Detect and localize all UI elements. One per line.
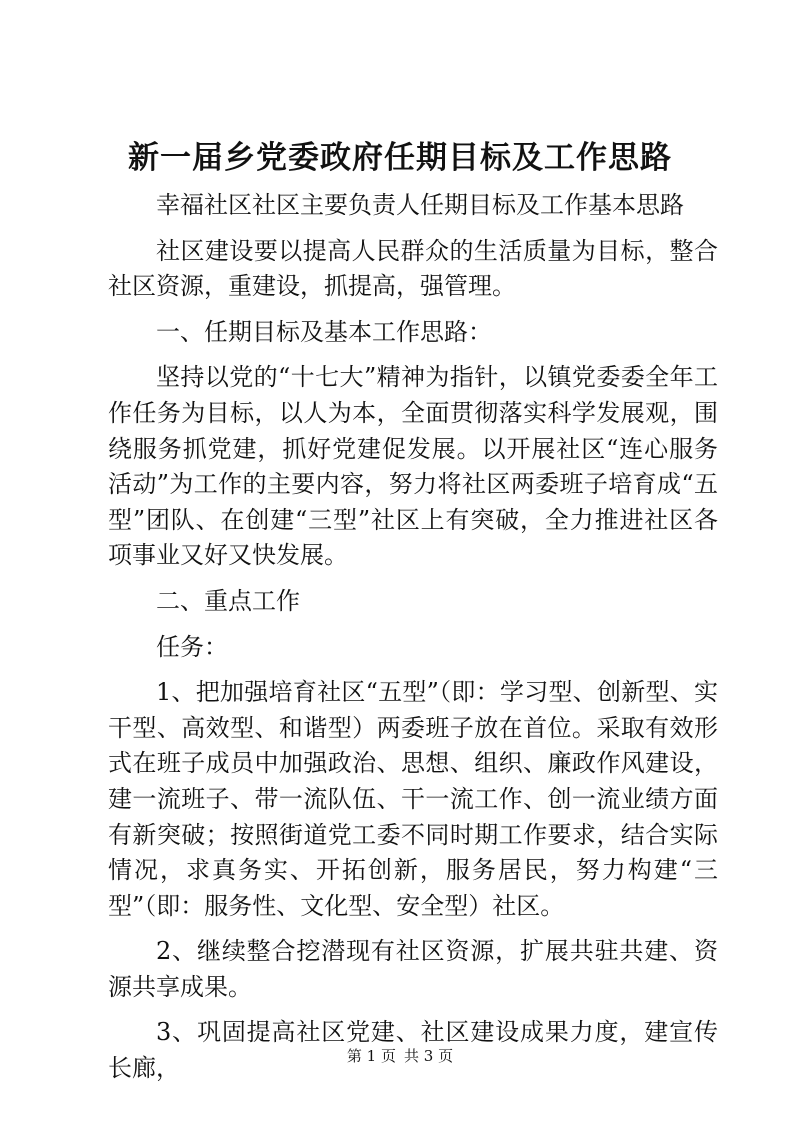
paragraph-task-1: 1、把加强培育社区“五型”（即：学习型、创新型、实干型、高效型、和谐型）两委班子放在首位。采取有效形式在班子成员中加强政治、思想、组织、廉政作风建设，建一流班子、带一流队伍、干一流工作、创一流业绩方面有新突破；按照街道党工委不同时期工作要求，结合实际情况，求真务实、开拓创新，服务居民，努力构建“三型”（即：服务性、文化型、安全型）社区。: [108, 678, 718, 920]
page-footer: [0, 1046, 800, 1066]
heading-section-2: 二、重点工作: [156, 586, 300, 615]
paragraph-intro: 社区建设要以提高人民群众的生活质量为目标，整合社区资源，重建设，抓提高，强管理。: [108, 236, 718, 301]
page-total: 共 3 页: [404, 1047, 454, 1065]
document-body: [108, 188, 718, 1097]
heading-tasks: 任务：: [156, 632, 228, 661]
paragraph-subtitle: 幸福社区社区主要负责人任期目标及工作基本思路: [156, 191, 684, 219]
heading-section-1: 一、任期目标及基本工作思路：: [156, 317, 492, 346]
document-title: 新一届乡党委政府任期目标及工作思路: [128, 140, 672, 176]
paragraph-task-2: 2、继续整合挖潜现有社区资源，扩展共驻共建、资源共享成果。: [108, 937, 718, 1001]
paragraph-task-3: 3、巩固提高社区党建、社区建设成果力度，建宣传长廊，: [108, 1018, 718, 1083]
paragraph-section-1: 坚持以党的“十七大”精神为指针，以镇党委委全年工作任务为目标，以人为本，全面贯彻落实科学发展观，围绕服务抓党建，抓好党建促发展。以开展社区“连心服务活动”为工作的主要内容，努力将社区两委班子培育成“五型”团队、在创建“三型”社区上有突破，全力推进社区各项事业又好又快发展。: [108, 363, 718, 570]
page-number: 第 1 页: [346, 1047, 396, 1065]
